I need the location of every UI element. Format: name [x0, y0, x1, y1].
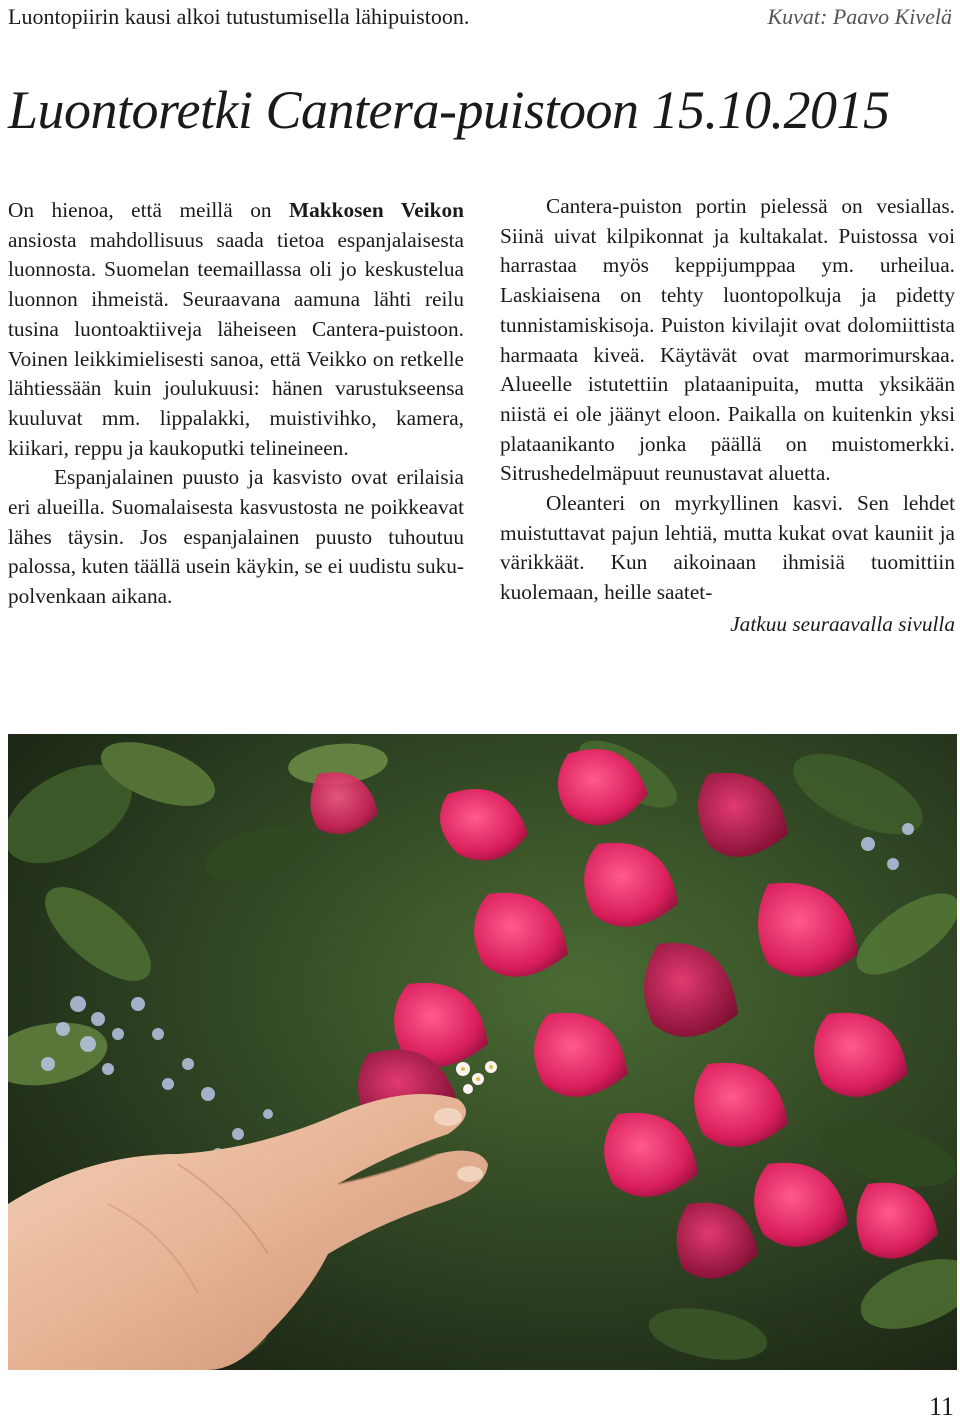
photo-illustration — [8, 734, 957, 1370]
article-right-column — [500, 192, 955, 640]
left-paragraph-2: Espanjalainen puusto ja kasvisto ovat erilaisia eri alueilla. Suomalaisesta kasvustosta ne poikkeavat lähes täysin. Jos espanjalainen puusto tuhoutuu palossa, kuten täällä usein käykin, se ei uudistu sukupolvenkaan aikana. — [8, 465, 464, 609]
page-number: 11 — [928, 1392, 954, 1421]
photo-caption: Luontopiirin kausi alkoi tutustumisella lähipuistoon. — [8, 4, 470, 29]
photo-credit: Kuvat: Paavo Kivelä — [767, 4, 952, 29]
article-title: Luontoretki Cantera-puistoon 15.10.2015 — [8, 80, 890, 140]
continued-note: Jatkuu seuraavalla sivulla — [730, 611, 955, 636]
bougainvillea-photo — [8, 734, 957, 1370]
article-left-column — [8, 196, 464, 612]
right-paragraph-2: Oleanteri on myrkyllinen kasvi. Sen lehdet muistuttavat pajun lehtiä, mutta kukat ovat kauniit ja värikkäät. Kun aikoinaan ihmisiä tuomittiin kuolemaan, heille saatet- — [500, 491, 955, 605]
right-paragraph-1: Cantera-puiston portin pielessä on vesiallas. Siinä uivat kilpikonnat ja kultakalat. Puistossa voi harrastaa myös keppijumppaa ym. urheilua. Laskiaisena on tehty luontopolkuja ja pidetty tunnistamiskisoja. Puiston kivilajit ovat dolomiittista harmaata kiveä. Käytävät ovat marmorimurskaa. Alueelle istutettiin plataanipuita, mutta yksikään niistä ei ole jäänyt eloon. Paikalla on kuitenkin yksi plataanikanto jonka päällä on muistomerkki. Sitrushedelmäpuut reunustavat aluetta. — [500, 194, 955, 486]
page-header — [8, 4, 952, 32]
person-name: Makkosen Veikon — [289, 198, 464, 222]
left-paragraph-1: On hienoa, että meillä on Makkosen Veikon ansiosta mahdollisuus saada tietoa espanjalaisesta luonnosta. Suomelan teemaillassa oli jo keskustelua luonnon ihmeistä. Seuraavana aamuna lähti reilu tusina luontoaktiiveja läheiseen Cantera-puistoon. Voinen leikkimielisesti sanoa, että Veikko on retkelle lähtiessään kuin joulukuusi: hänen varustukseensa kuuluvat mm. lippalakki, muistivihko, kamera, kiikari, reppu ja kaukoputki telineineen. — [8, 198, 464, 460]
